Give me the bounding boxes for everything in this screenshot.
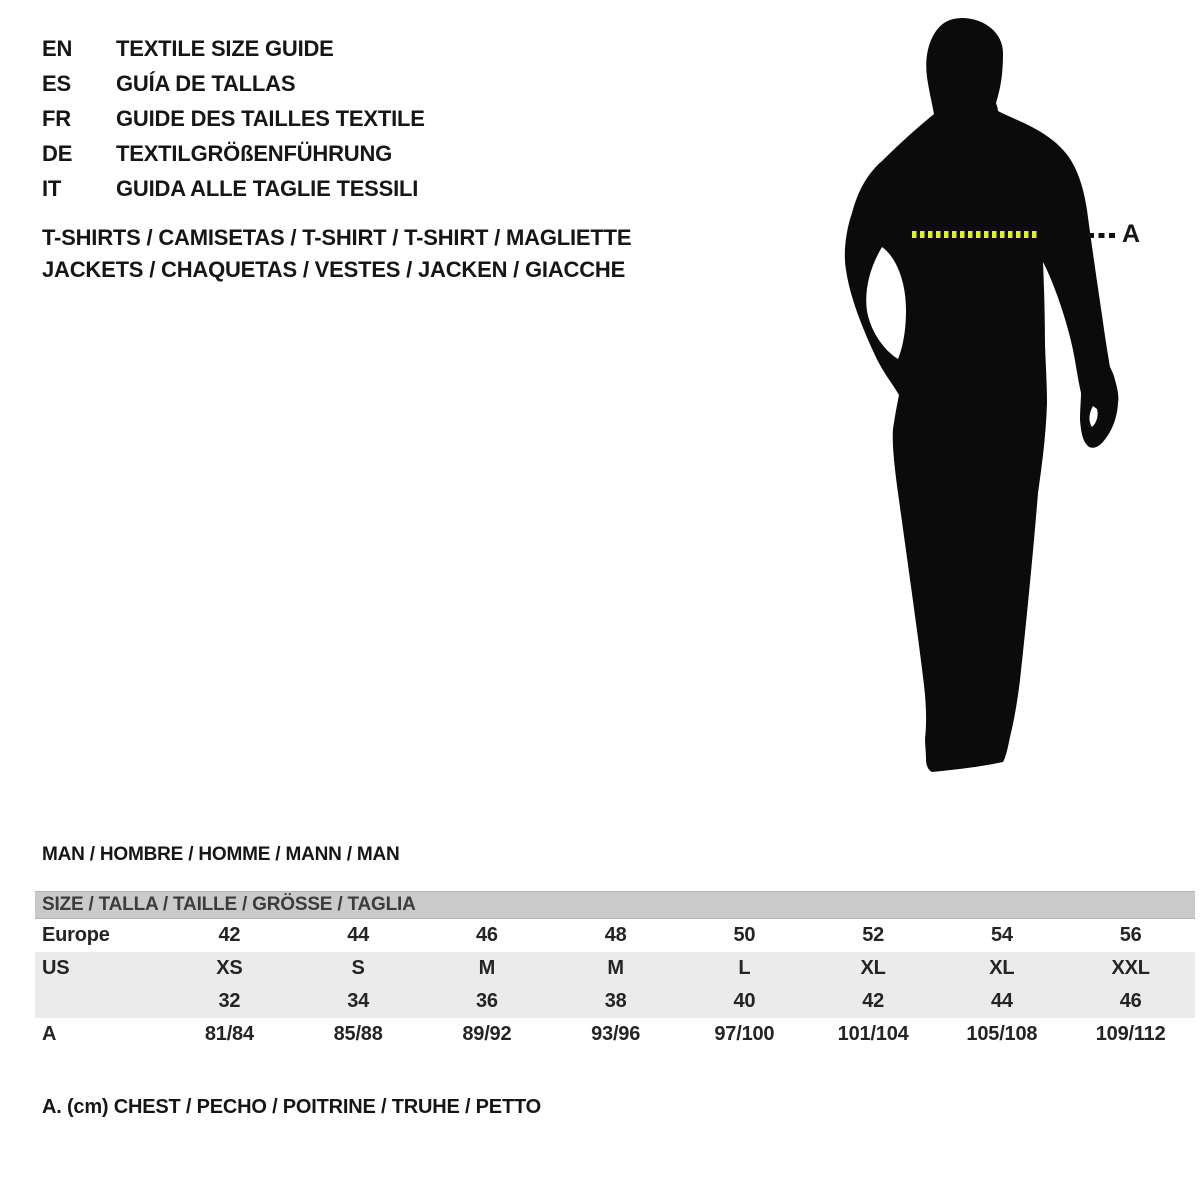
measure-label-a: A [1122, 220, 1141, 248]
measure-leader-dashes [1088, 233, 1118, 238]
size-cell: XS [216, 957, 243, 979]
size-cell: XXL [1111, 957, 1150, 979]
row-label: US [42, 957, 70, 979]
size-cell: 42 [218, 924, 241, 946]
size-cell: 109/112 [1095, 1023, 1166, 1045]
size-cell: 34 [347, 990, 370, 1012]
size-cell: 42 [862, 990, 885, 1012]
language-list [42, 31, 425, 206]
language-title: TEXTILGRÖßENFÜHRUNG [116, 140, 393, 166]
category-line: JACKETS / CHAQUETAS / VESTES / JACKEN / GIACCHE [42, 257, 626, 282]
size-cell: 89/92 [462, 1023, 512, 1045]
size-cell: 105/108 [966, 1023, 1038, 1045]
size-cell: XL [860, 957, 886, 979]
size-cell: M [607, 957, 624, 979]
size-cell: 32 [218, 990, 241, 1012]
size-cell: S [351, 957, 365, 979]
size-cell: 46 [475, 924, 498, 946]
size-cell: 56 [1119, 924, 1142, 946]
language-code: DE [42, 140, 73, 166]
size-cell: 40 [733, 990, 756, 1012]
size-cell: 38 [604, 990, 627, 1012]
language-row [42, 136, 425, 171]
category-list [42, 222, 631, 286]
size-cell: 48 [604, 924, 627, 946]
size-cell: 50 [733, 924, 756, 946]
language-row [42, 101, 425, 136]
size-table-header: SIZE / TALLA / TAILLE / GRÖSSE / TAGLIA [35, 891, 1195, 919]
section-heading: MAN / HOMBRE / HOMME / MANN / MAN [42, 844, 400, 865]
size-cell: 52 [862, 924, 885, 946]
man-silhouette [840, 15, 1140, 795]
row-label: Europe [42, 924, 110, 946]
size-cell: 93/96 [591, 1023, 641, 1045]
size-cell: L [738, 957, 751, 979]
size-cell: 36 [475, 990, 498, 1012]
size-cell: 54 [990, 924, 1013, 946]
language-code: EN [42, 35, 73, 61]
chest-measure-dotted-line [912, 231, 1037, 238]
language-code: FR [42, 105, 71, 131]
language-title: TEXTILE SIZE GUIDE [116, 35, 334, 61]
size-cell: 97/100 [714, 1023, 775, 1045]
size-cell: 81/84 [204, 1023, 254, 1045]
language-row [42, 31, 425, 66]
size-cell: 44 [990, 990, 1013, 1012]
category-line: T-SHIRTS / CAMISETAS / T-SHIRT / T-SHIRT / MAGLIETTE [42, 225, 632, 250]
language-title: GUIDE DES TAILLES TEXTILE [116, 105, 425, 131]
table-row [35, 1018, 1195, 1051]
size-table-body [35, 919, 1195, 1051]
size-cell: M [478, 957, 496, 979]
language-row [42, 66, 425, 101]
size-cell: 44 [347, 924, 370, 946]
size-cell: XL [989, 957, 1015, 979]
size-cell: 46 [1119, 990, 1142, 1012]
language-title: GUÍA DE TALLAS [116, 70, 296, 96]
language-code: ES [42, 70, 71, 96]
language-row [42, 171, 425, 206]
size-cell: 85/88 [333, 1023, 383, 1045]
size-table [35, 891, 1195, 1051]
size-cell: 101/104 [837, 1023, 909, 1045]
table-row [35, 919, 1195, 952]
row-label: A [42, 1023, 57, 1045]
measurement-footnote: A. (cm) CHEST / PECHO / POITRINE / TRUHE / PETTO [42, 1096, 541, 1118]
table-row [35, 985, 1195, 1018]
language-code: IT [42, 175, 62, 201]
table-row [35, 952, 1195, 985]
language-title: GUIDA ALLE TAGLIE TESSILI [116, 175, 419, 201]
